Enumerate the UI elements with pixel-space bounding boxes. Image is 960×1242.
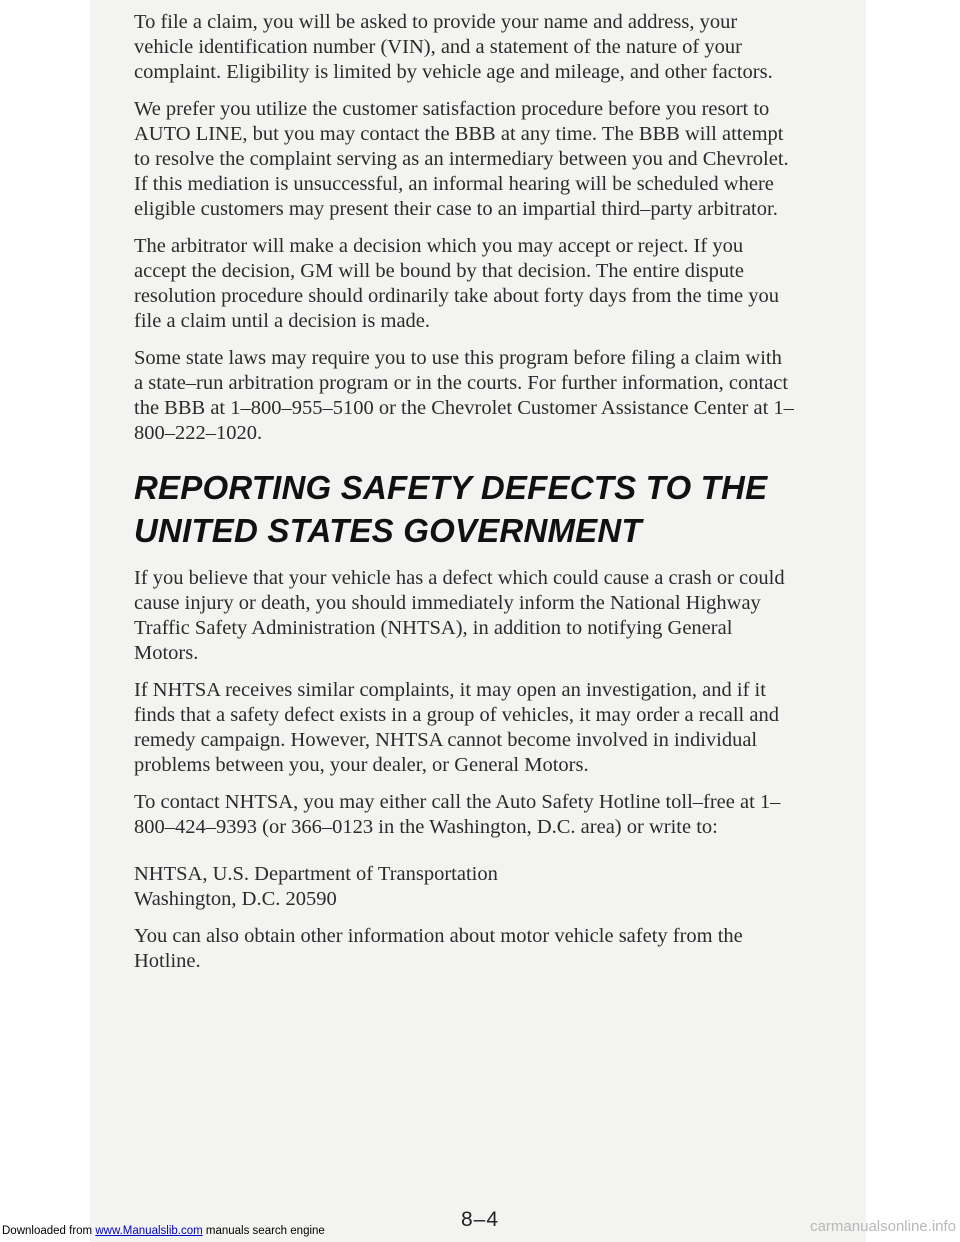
paragraph-hotline: You can also obtain other information about motor vehicle safety from the Hotline.	[134, 925, 743, 972]
paragraph-arbitrator: The arbitrator will make a decision which you may accept or reject. If you accept the decision, GM will be bound by that decision. The entire dispute resolution procedure should ordinarily take about forty days from the time you file a claim until a decision is made.	[134, 235, 780, 332]
manualslib-link[interactable]: www.Manualslib.com	[95, 1225, 203, 1237]
address-line1: NHTSA, U.S. Department of Transportation	[134, 863, 498, 885]
paragraph-state-laws: Some state laws may require you to use this program before filing a claim with a state–run arbitration program or in the courts. For further information, contact the BBB at 1–800–955–5100 or the Chevrolet Customer Assistance Center at 1–800–222–1020.	[134, 347, 794, 444]
paragraph-customer-satisfaction: We prefer you utilize the customer satisfaction procedure before you resort to AUTO LINE, but you may contact the BBB at any time. The BBB will attempt to resolve the complaint serving as an intermediary between you and Chevrolet. If this mediation is unsuccessful, an informal hearing will be scheduled where eligible customers may present their case to an impartial third–party arbitrator.	[134, 98, 789, 220]
watermark-prefix: Downloaded from	[2, 1225, 96, 1237]
nhtsa-address	[134, 862, 796, 912]
site-watermark: carmanualsonline.info	[810, 1218, 956, 1235]
watermark-suffix: manuals search engine	[202, 1225, 325, 1237]
section-heading-line2: UNITED STATES GOVERNMENT	[134, 512, 642, 549]
paragraph-nhtsa-complaints: If NHTSA receives similar complaints, it may open an investigation, and if it finds that a safety defect exists in a group of vehicles, it may order a recall and remedy campaign. However, NHTSA cannot become involved in individual problems between you, your dealer, or General Motors.	[134, 679, 779, 776]
section-heading-line1: REPORTING SAFETY DEFECTS TO THE	[134, 469, 768, 506]
paragraph-file-claim: To file a claim, you will be asked to provide your name and address, your vehicle identification number (VIN), and a statement of the nature of your complaint. Eligibility is limited by vehicle age and mileage, and other factors.	[134, 11, 773, 83]
address-line2: Washington, D.C. 20590	[134, 888, 337, 910]
page-number: 8–4	[460, 1208, 500, 1231]
paragraph-believe-defect: If you believe that your vehicle has a defect which could cause a crash or could cause injury or death, you should immediately inform the National Highway Traffic Safety Administration (NHTSA), in addition to notifying General Motors.	[134, 567, 785, 664]
section-heading	[134, 466, 796, 552]
paragraph-contact-nhtsa: To contact NHTSA, you may either call the Auto Safety Hotline toll–free at 1–800–424–9393 (or 366–0123 in the Washington, D.C. area) or write to:	[134, 791, 781, 838]
download-watermark	[2, 1225, 325, 1237]
page-content	[134, 10, 796, 986]
